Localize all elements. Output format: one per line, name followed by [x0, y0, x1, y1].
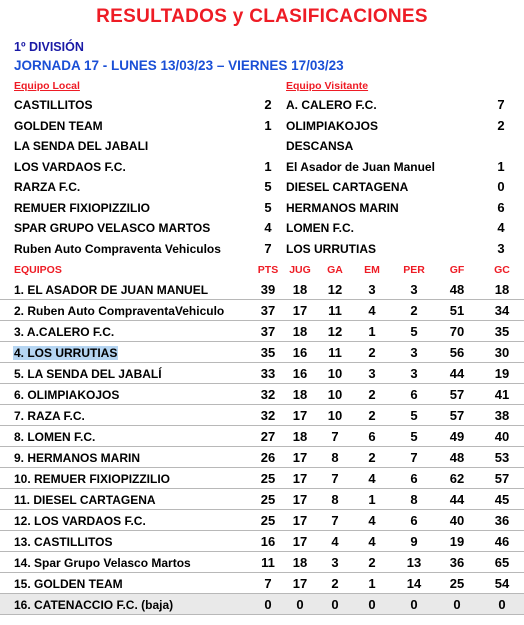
- stat-em: 6: [368, 429, 376, 444]
- stat-pts: 25: [260, 513, 276, 528]
- stat-em: 1: [368, 492, 376, 507]
- jornada-label: JORNADA 17 - LUNES 13/03/23 – VIERNES 17/03/23: [14, 58, 344, 73]
- home-team: SPAR GRUPO VELASCO MARTOS: [14, 221, 211, 235]
- home-team: Ruben Auto Compraventa Vehiculos: [14, 241, 221, 256]
- stat-per: 14: [406, 576, 422, 591]
- stat-pts: 33: [260, 366, 276, 381]
- stat-jug: 17: [292, 534, 308, 549]
- match-row: [0, 94, 524, 115]
- stat-em: 0: [368, 597, 376, 612]
- stat-em: 2: [368, 387, 376, 402]
- away-team: LOMEN F.C.: [286, 221, 354, 235]
- team-name: 9. HERMANOS MARIN: [14, 451, 141, 465]
- table-row: [0, 573, 524, 594]
- stat-gc: 0: [498, 597, 506, 612]
- home-score: 2: [264, 97, 272, 112]
- away-team: El Asador de Juan Manuel: [286, 159, 435, 174]
- table-row: [0, 300, 524, 321]
- stat-ga: 12: [327, 324, 343, 339]
- team-name: 10. REMUER FIXIOPIZZILIO: [14, 472, 171, 486]
- stat-em: 1: [368, 324, 376, 339]
- stat-em: 4: [368, 513, 376, 528]
- stat-gf: 36: [449, 555, 465, 570]
- table-row: [0, 447, 524, 468]
- stat-pts: 32: [260, 387, 276, 402]
- stat-pts: 35: [260, 345, 276, 360]
- col-header-gf: GF: [449, 264, 465, 276]
- col-header-per: PER: [403, 264, 425, 276]
- stat-per: 6: [410, 471, 418, 486]
- stat-per: 5: [410, 429, 418, 444]
- home-score: 1: [264, 158, 272, 174]
- stat-gc: 36: [494, 513, 510, 528]
- stat-gc: 19: [494, 366, 510, 381]
- away-team: DIESEL CARTAGENA: [286, 180, 409, 194]
- standings-table: [0, 261, 524, 615]
- stat-ga: 12: [327, 282, 343, 297]
- away-team: LOS URRUTIAS: [286, 241, 376, 256]
- stat-em: 2: [368, 450, 376, 465]
- stat-em: 2: [368, 345, 376, 360]
- col-header-em: EM: [364, 264, 380, 276]
- away-team: HERMANOS MARIN: [286, 200, 399, 215]
- stat-per: 9: [410, 534, 418, 549]
- table-row: [0, 489, 524, 510]
- stat-ga: 2: [331, 576, 339, 591]
- stat-jug: 17: [292, 471, 308, 486]
- stat-em: 2: [368, 408, 376, 423]
- header-local: Equipo Local: [14, 80, 80, 92]
- stat-gf: 44: [449, 492, 465, 507]
- away-score: 6: [497, 199, 505, 215]
- stat-gc: 30: [494, 345, 510, 360]
- stat-gf: 49: [449, 429, 465, 444]
- stat-per: 6: [410, 387, 418, 402]
- stat-per: 2: [410, 303, 418, 318]
- stat-ga: 10: [327, 366, 343, 381]
- team-name: 2. Ruben Auto CompraventaVehiculo: [14, 304, 225, 318]
- stat-gf: 70: [449, 324, 465, 339]
- stat-ga: 8: [331, 450, 339, 465]
- stat-gc: 40: [494, 429, 510, 444]
- team-name: 1. EL ASADOR DE JUAN MANUEL: [14, 283, 209, 297]
- stat-ga: 8: [331, 492, 339, 507]
- stat-per: 7: [410, 450, 418, 465]
- stat-gc: 53: [494, 450, 510, 465]
- stat-jug: 18: [292, 387, 308, 402]
- stat-gc: 65: [494, 555, 510, 570]
- col-header-ga: GA: [327, 264, 343, 276]
- home-score: 4: [264, 220, 272, 235]
- col-header-jug: JUG: [289, 264, 311, 276]
- stat-em: 1: [368, 576, 376, 591]
- stat-gc: 18: [494, 282, 510, 297]
- stat-gf: 57: [449, 408, 465, 423]
- stat-gc: 46: [494, 534, 510, 549]
- away-team: DESCANSA: [286, 139, 354, 153]
- stat-pts: 27: [260, 429, 276, 444]
- stat-ga: 10: [327, 387, 343, 402]
- stat-pts: 37: [260, 303, 276, 318]
- stat-gf: 62: [449, 471, 465, 486]
- stat-jug: 17: [292, 513, 308, 528]
- away-score: 2: [497, 117, 505, 133]
- stat-jug: 18: [292, 324, 308, 339]
- stat-gc: 45: [494, 492, 510, 507]
- stat-jug: 0: [296, 597, 304, 612]
- stat-pts: 26: [260, 450, 276, 465]
- table-row: [0, 531, 524, 552]
- stat-pts: 11: [261, 555, 275, 570]
- stat-per: 3: [410, 366, 418, 381]
- stat-per: 5: [410, 324, 418, 339]
- stat-ga: 0: [331, 597, 339, 612]
- away-team: A. CALERO F.C.: [286, 98, 377, 112]
- away-score: 3: [497, 240, 505, 256]
- team-name: 4. LOS URRUTIAS: [14, 346, 118, 360]
- stat-per: 3: [410, 345, 418, 360]
- away-score: 7: [497, 97, 505, 112]
- stat-gf: 48: [449, 282, 465, 297]
- away-score: 4: [497, 220, 505, 235]
- home-team: LOS VARDAOS F.C.: [14, 159, 126, 174]
- home-team: GOLDEN TEAM: [14, 118, 103, 133]
- stat-jug: 18: [292, 282, 308, 297]
- stat-gf: 25: [449, 576, 465, 591]
- table-row: [0, 426, 524, 447]
- home-score: 5: [264, 179, 272, 194]
- table-row: [0, 384, 524, 405]
- stat-jug: 16: [292, 345, 308, 360]
- stat-em: 3: [368, 282, 376, 297]
- table-row: [0, 342, 524, 363]
- stat-gf: 19: [449, 534, 465, 549]
- team-name: 12. LOS VARDAOS F.C.: [14, 514, 146, 528]
- stat-pts: 37: [260, 324, 276, 339]
- team-name: 16. CATENACCIO F.C. (baja): [14, 598, 174, 612]
- table-row: [0, 510, 524, 531]
- stat-pts: 32: [260, 408, 276, 423]
- team-name: 14. Spar Grupo Velasco Martos: [14, 556, 191, 570]
- match-row: [0, 135, 524, 156]
- team-name: 13. CASTILLITOS: [14, 535, 113, 549]
- stat-gc: 57: [494, 471, 510, 486]
- stat-gc: 34: [494, 303, 510, 318]
- stat-jug: 17: [292, 492, 308, 507]
- stat-gf: 57: [449, 387, 465, 402]
- col-header-team: EQUIPOS: [14, 264, 62, 276]
- team-name: 6. OLIMPIAKOJOS: [14, 388, 120, 402]
- stat-gf: 51: [449, 303, 465, 318]
- stat-gc: 35: [494, 324, 510, 339]
- away-score: 0: [497, 179, 505, 194]
- match-row: [0, 176, 524, 197]
- table-row: [0, 552, 524, 573]
- stat-jug: 17: [292, 408, 308, 423]
- header-visitante: Equipo Visitante: [286, 80, 369, 92]
- stat-em: 3: [368, 366, 376, 381]
- stat-ga: 7: [331, 471, 339, 486]
- stat-em: 4: [368, 303, 376, 318]
- stat-gf: 0: [453, 597, 461, 612]
- stat-jug: 18: [292, 555, 308, 570]
- table-row: [0, 363, 524, 384]
- stat-per: 5: [410, 408, 418, 423]
- col-header-pts: PTS: [257, 264, 279, 276]
- table-row: [0, 279, 524, 300]
- stat-ga: 10: [327, 408, 343, 423]
- table-row: [0, 468, 524, 489]
- stat-gc: 54: [494, 576, 510, 591]
- team-name: 3. A.CALERO F.C.: [14, 325, 115, 339]
- stat-em: 4: [368, 471, 376, 486]
- stat-jug: 18: [292, 429, 308, 444]
- stat-per: 3: [410, 282, 418, 297]
- home-team: CASTILLITOS: [14, 98, 93, 112]
- stat-jug: 17: [292, 303, 308, 318]
- table-row: [0, 321, 524, 342]
- stat-pts: 7: [264, 576, 272, 591]
- team-name: 8. LOMEN F.C.: [14, 430, 96, 444]
- page-title: RESULTADOS y CLASIFICACIONES: [96, 6, 428, 27]
- team-name: 5. LA SENDA DEL JABALÍ: [14, 367, 162, 381]
- stat-ga: 11: [328, 303, 342, 318]
- stat-jug: 17: [292, 576, 308, 591]
- division-label: 1º DIVISIÓN: [14, 40, 84, 54]
- stat-pts: 25: [260, 471, 276, 486]
- stat-per: 0: [410, 597, 418, 612]
- stat-pts: 25: [260, 492, 276, 507]
- stat-per: 13: [406, 555, 422, 570]
- stat-pts: 39: [260, 282, 276, 297]
- away-team: OLIMPIAKOJOS: [286, 118, 379, 133]
- stat-ga: 11: [328, 345, 342, 360]
- stat-gf: 48: [449, 450, 465, 465]
- stat-gf: 56: [449, 345, 465, 360]
- stat-gf: 40: [449, 513, 465, 528]
- home-team: RARZA F.C.: [14, 180, 81, 194]
- home-team: REMUER FIXIOPIZZILIO: [14, 200, 151, 215]
- stat-gc: 41: [494, 387, 510, 402]
- stat-gf: 44: [449, 366, 465, 381]
- stat-jug: 16: [292, 366, 308, 381]
- stat-jug: 17: [292, 450, 308, 465]
- stat-ga: 7: [331, 513, 339, 528]
- table-row: [0, 594, 524, 615]
- stat-em: 2: [368, 555, 376, 570]
- stat-per: 8: [410, 492, 418, 507]
- stat-ga: 7: [331, 429, 339, 444]
- col-header-gc: GC: [494, 264, 510, 276]
- results-list: [0, 94, 524, 258]
- home-score: 7: [264, 240, 272, 256]
- stat-ga: 3: [331, 555, 339, 570]
- stat-per: 6: [410, 513, 418, 528]
- home-score: 5: [264, 199, 272, 215]
- stat-pts: 16: [260, 534, 276, 549]
- stat-pts: 0: [264, 597, 272, 612]
- stat-em: 4: [368, 534, 376, 549]
- standings-header: [0, 261, 524, 279]
- match-row: [0, 238, 524, 259]
- match-row: [0, 217, 524, 238]
- match-row: [0, 115, 524, 136]
- team-name: 15. GOLDEN TEAM: [14, 577, 123, 591]
- stat-gc: 38: [494, 408, 510, 423]
- home-score: 1: [264, 117, 272, 133]
- match-row: [0, 156, 524, 177]
- table-row: [0, 405, 524, 426]
- stat-ga: 4: [331, 534, 339, 549]
- team-name: 11. DIESEL CARTAGENA: [14, 493, 156, 507]
- team-name: 7. RAZA F.C.: [14, 409, 85, 423]
- home-team: LA SENDA DEL JABALI: [14, 139, 149, 153]
- standings-rows: [0, 279, 524, 615]
- away-score: 1: [497, 158, 505, 174]
- match-row: [0, 197, 524, 218]
